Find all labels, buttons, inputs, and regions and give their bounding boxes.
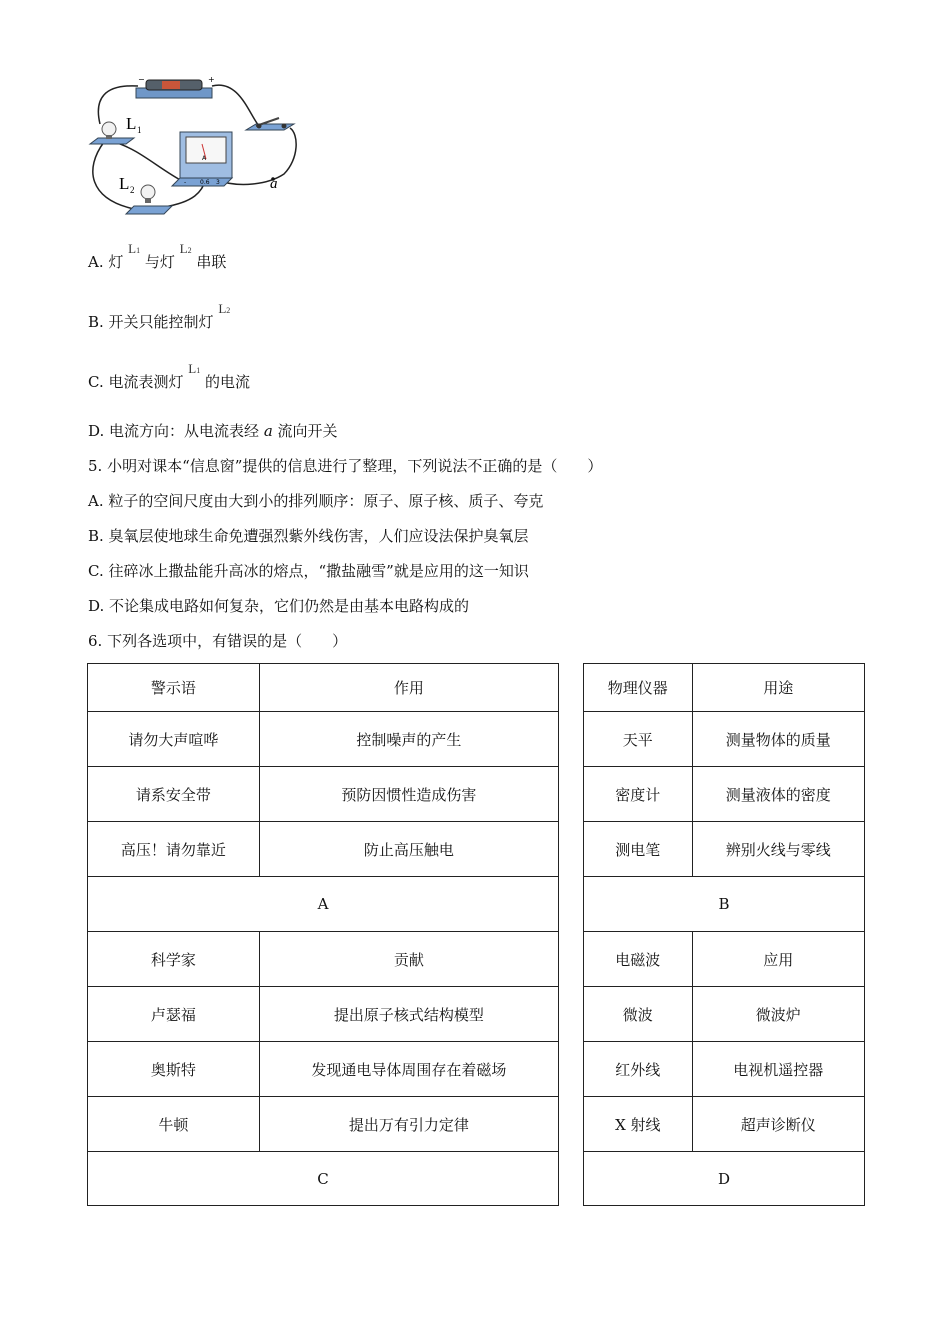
q6-table-right [583, 663, 865, 1206]
table-cell: 卢瑟福 [88, 987, 260, 1042]
q5-option-b: B. 臭氧层使地球生命免遭强烈紫外线伤害，人们应设法保护臭氧层 [88, 527, 529, 545]
q5-stem: 5. 小明对课本“信息窗”提供的信息进行了整理，下列说法不正确的是（ ） [88, 457, 603, 475]
lamp-l2-label: L [119, 174, 130, 193]
table-cell: 提出万有引力定律 [259, 1097, 558, 1152]
q5-option-a: A. 粒子的空间尺度由大到小的排列顺序：原子、原子核、质子、夸克 [88, 492, 544, 510]
table-cell: 测量液体的密度 [692, 767, 864, 822]
lamp-l2-sub: 2 [130, 185, 135, 195]
switch-icon [246, 118, 294, 130]
q5-option-c: C. 往碎冰上撒盐能升高冰的熔点，“撒盐融雪”就是应用的这一知识 [88, 562, 529, 580]
table-cell: 请系安全带 [88, 767, 260, 822]
battery-icon [136, 75, 215, 98]
q4-option-a: A. 灯 L1 与灯 L2 串联 [88, 241, 227, 271]
table-cell: 牛顿 [88, 1097, 260, 1152]
table-cell: 天平 [584, 712, 693, 767]
table-cell: 测电笔 [584, 822, 693, 877]
table-cell: 红外线 [584, 1042, 693, 1097]
table-cell: 发现通电导体周围存在着磁场 [259, 1042, 558, 1097]
circuit-diagram [84, 74, 304, 216]
table-cell: 微波炉 [692, 987, 864, 1042]
table-header: 电磁波 [584, 932, 693, 987]
meter-letter: A [202, 155, 207, 162]
point-a-label: a [270, 176, 278, 192]
table-header: 警示语 [88, 664, 260, 712]
table-cell: 测量物体的质量 [692, 712, 864, 767]
lamp-l1-label: L [126, 114, 137, 133]
table-cell: 奥斯特 [88, 1042, 260, 1097]
meter-terminal: 0.6 [200, 179, 210, 186]
battery-minus: − [138, 75, 145, 84]
table-cell: 高压！请勿靠近 [88, 822, 260, 877]
wire [212, 85, 259, 126]
q4-option-c: C. 电流表测灯 L1 的电流 [88, 361, 250, 391]
table-cell: 控制噪声的产生 [259, 712, 558, 767]
battery-plus: + [208, 75, 215, 84]
table-cell: 辨别火线与零线 [692, 822, 864, 877]
table-header: 物理仪器 [584, 664, 693, 712]
table-header: 作用 [259, 664, 558, 712]
table-header: 用途 [692, 664, 864, 712]
table-cell: X 射线 [584, 1097, 693, 1152]
meter-terminal: - [184, 179, 187, 186]
table-header: 贡献 [259, 932, 558, 987]
q6-stem: 6. 下列各选项中，有错误的是（ ） [88, 632, 348, 650]
table-cell: 提出原子核式结构模型 [259, 987, 558, 1042]
option-label-a: A [88, 877, 559, 932]
q5-option-d: D. 不论集成电路如何复杂，它们仍然是由基本电路构成的 [88, 597, 470, 615]
ammeter-icon [172, 132, 232, 186]
table-cell: 超声诊断仪 [692, 1097, 864, 1152]
q4-option-d: D. 电流方向：从电流表经 a 流向开关 [88, 422, 338, 440]
lamp-l1-sub: 1 [137, 125, 142, 135]
q6-table-left [87, 663, 559, 1206]
table-cell: 预防因惯性造成伤害 [259, 767, 558, 822]
table-cell: 密度计 [584, 767, 693, 822]
table-cell: 请勿大声喧哗 [88, 712, 260, 767]
table-cell: 电视机遥控器 [692, 1042, 864, 1097]
option-label-c: C [88, 1152, 559, 1206]
q4-option-b: B. 开关只能控制灯 L2 [88, 301, 231, 331]
table-cell: 防止高压触电 [259, 822, 558, 877]
table-header: 应用 [692, 932, 864, 987]
meter-terminal: 3 [216, 179, 220, 186]
option-label-d: D [584, 1152, 865, 1206]
table-cell: 微波 [584, 987, 693, 1042]
table-header: 科学家 [88, 932, 260, 987]
option-label-b: B [584, 877, 865, 932]
